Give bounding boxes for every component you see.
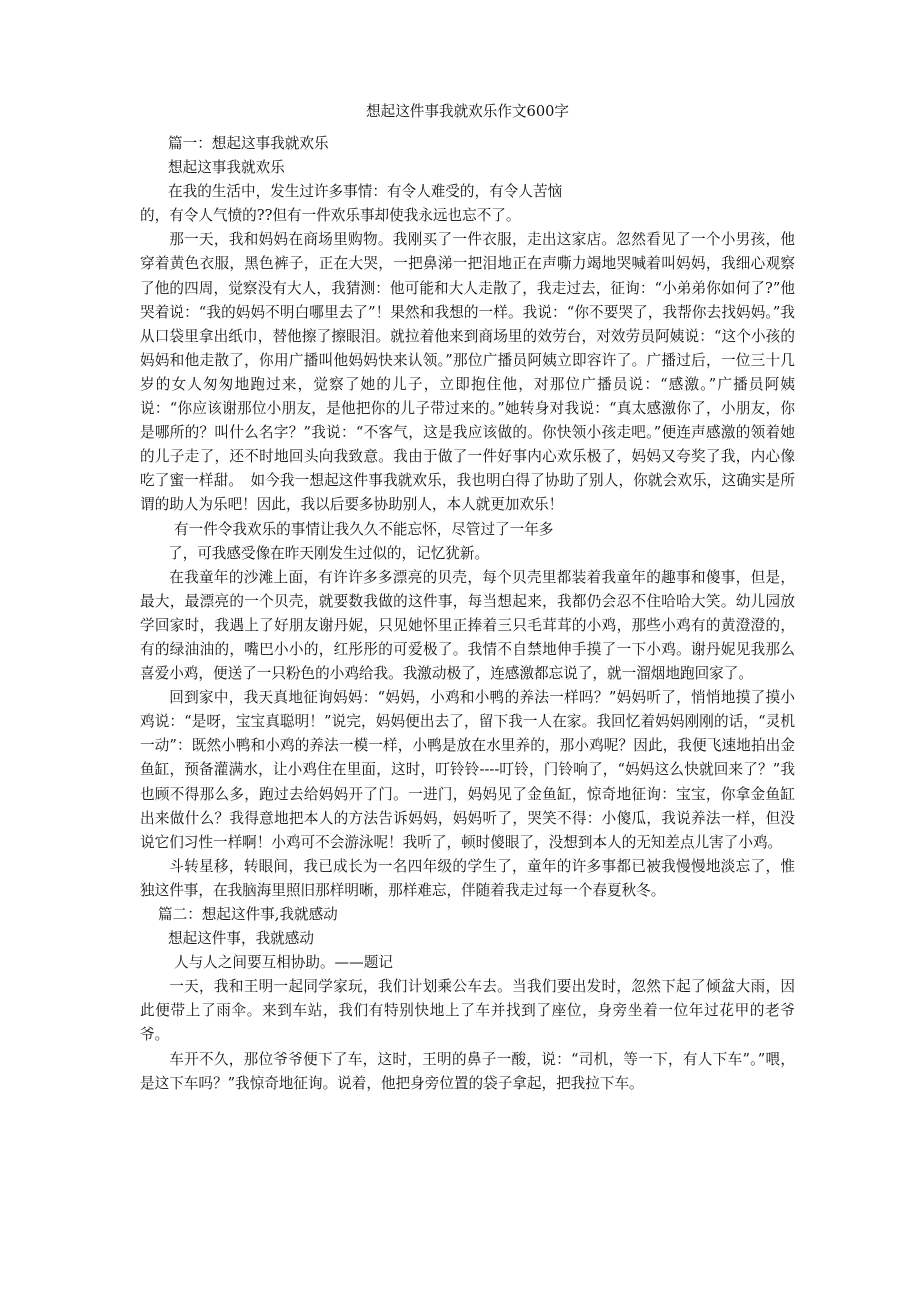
paragraph: 回到家中，我天真地征询妈妈：“妈妈，小鸡和小鸭的养法一样吗？”妈妈听了，悄悄地摸了摸小鸡说：“是呀，宝宝真聪明！”说完，妈妈便出去了，留下我一人在家。我回忆着妈妈刚刚的话，“灵机一动”：既然小鸭和小鸡的养法一模一样，小鸭是放在水里养的，那小鸡呢？因此，我便飞速地拍出金鱼缸，预备灌满水，让小鸡住在里面，这时，叮铃铃----叮铃，门铃响了，“妈妈这么快就回来了？”我也顾不得那么多，跑过去给妈妈开了门。一进门，妈妈见了金鱼缸，惊奇地征询：宝宝，你拿金鱼缸出来做什么？我得意地把本人的方法告诉妈妈，妈妈听了，哭笑不得：小傻瓜，我说养法一样，但没说它们习性一样啊！小鸡可不会游泳呢！我听了，顿时傻眼了，没想到本人的无知差点儿害了小鸡。 xyxy=(140,689,795,851)
essay-title-1: 想起这事我就欢乐 xyxy=(168,159,285,177)
document-page xyxy=(140,100,795,1096)
paragraph-line: 在我的生活中，发生过许多事情：有令人难受的，有令人苦恼 xyxy=(168,183,563,201)
paragraph: 斗转星移，转眼间，我已成长为一名四年级的学生了，童年的许多事都已被我慢慢地淡忘了，惟独这件事，在我脑海里照旧那样明晰，那样难忘，伴随着我走过每一个春夏秋冬。 xyxy=(140,857,795,899)
paragraph: 一天，我和王明一起同学家玩，我们计划乘公车去。当我们要出发时，忽然下起了倾盆大雨，因此便带上了雨伞。来到车站，我们有特别快地上了车并找到了座位，身旁坐着一位年过花甲的老爷爷。 xyxy=(140,978,795,1044)
paragraph-line: 了，可我感受像在昨天刚发生过似的，记忆犹新。 xyxy=(168,544,490,562)
section-heading-1: 篇一：想起这事我就欢乐 xyxy=(168,135,329,152)
paragraph-line: 有一件令我欢乐的事情让我久久不能忘怀，尽管过了一年多 xyxy=(174,520,554,538)
paragraph: 车开不久，那位爷爷便下了车，这时，王明的鼻子一酸，说：“司机，等一下，有人下车”。”喂，是这下车吗？”我惊奇地征询。说着，他把身旁位置的袋子拿起，把我拉下车。 xyxy=(140,1050,795,1092)
section-heading-2: 篇二：想起这件事,我就感动 xyxy=(158,906,338,923)
document-title: 想起这件事我就欢乐作文600字 xyxy=(366,103,569,120)
paragraph: 在我童年的沙滩上面，有许许多多漂亮的贝壳，每个贝壳里都装着我童年的趣事和傻事，但是，最大，最漂亮的一个贝壳，就要数我做的这件事，每当想起来，我都仍会忍不住哈哈大笑。幼儿园放学回家时，我遇上了好朋友谢丹妮，只见她怀里正捧着三只毛茸茸的小鸡，那些小鸡有的黄澄澄的，有的绿油油的，嘴巴小小的，红彤彤的可爱极了。我情不自禁地伸手摸了一下小鸡。谢丹妮见我那么喜爱小鸡，便送了一只粉色的小鸡给我。我激动极了，连感激都忘说了，就一溜烟地跑回家了。 xyxy=(140,568,795,683)
epigraph: 人与人之间要互相协助。——题记 xyxy=(174,954,393,972)
paragraph-line: 的，有令人气愤的??但有一件欢乐事却使我永远也忘不了。 xyxy=(140,207,521,225)
paragraph: 那一天，我和妈妈在商场里购物。我刚买了一件衣服，走出这家店。忽然看见了一个小男孩，他穿着黄色衣服，黑色裤子，正在大哭，一把鼻涕一把泪地正在声嘶力竭地哭喊着叫妈妈，我细心观察了他的四周，觉察没有大人，我猜测：他可能和大人走散了，我走过去，征询：“小弟弟你如何了?”他哭着说：“我的妈妈不明白哪里去了”！果然和我想的一样。我说：“你不要哭了，我帮你去找妈妈。”我从口袋里拿出纸巾，替他擦了擦眼泪。就拉着他来到商场里的效劳台，对效劳员阿姨说：“这个小孩的妈妈和他走散了，你用广播叫他妈妈快来认领。”那位广播员阿姨立即容许了。广播过后，一位三十几岁的女人匆匆地跑过来，觉察了她的儿子，立即抱住他，对那位广播员说：“感激。”广播员阿姨说：“你应该谢那位小朋友，是他把你的儿子带过来的。”她转身对我说：“真太感激你了，小朋友，你是哪所的？叫什么名字？”我说：“不客气，这是我应该做的。你快领小孩走吧。”便连声感激的领着她的儿子走了，还不时地回头向我致意。我由于做了一件好事内心欢乐极了，妈妈又夸奖了我，内心像吃了蜜一样甜。 如今我一想起这件事我就欢乐，我也明白得了协助了别人，你就会欢乐，这确实是所谓的助人为乐吧！因此，我以后要多协助别人，本人就更加欢乐！ xyxy=(140,231,795,514)
essay-title-2: 想起这件事，我就感动 xyxy=(168,930,314,948)
